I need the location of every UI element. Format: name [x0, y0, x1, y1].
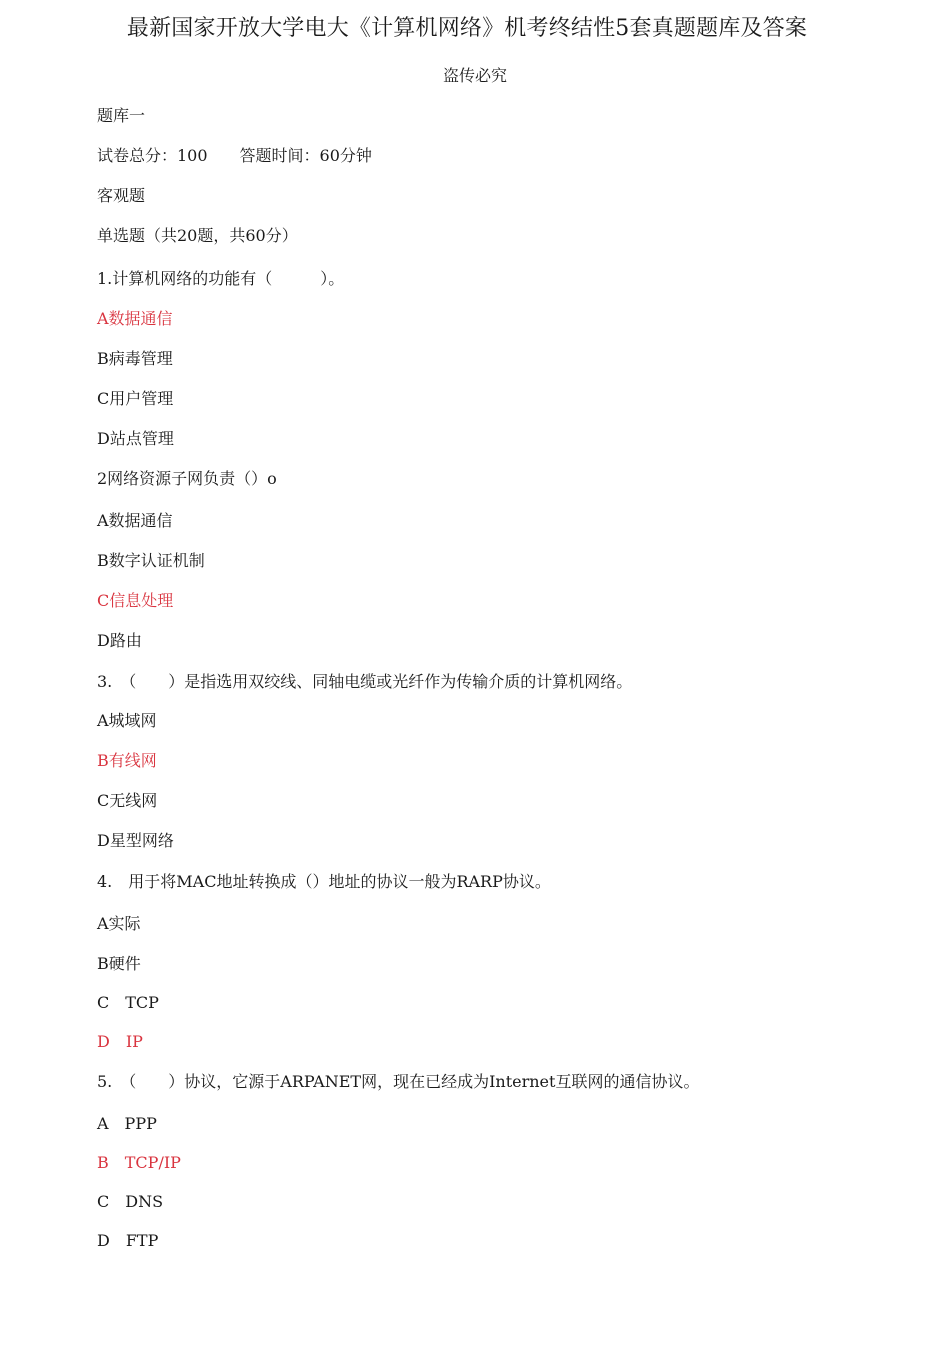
question-5-option-c: C DNS	[97, 1192, 164, 1211]
document-subtitle: 盗传必究	[442, 66, 507, 85]
question-2-option-b: B数字认证机制	[97, 551, 205, 570]
question-1-option-d: D站点管理	[97, 429, 174, 448]
bank-label: 题库一	[97, 106, 146, 125]
question-2-option-a: A数据通信	[97, 511, 173, 530]
question-1-option-c: C用户管理	[97, 389, 174, 408]
question-2-option-c: C信息处理	[97, 591, 174, 610]
question-5-option-b: B TCP/IP	[97, 1153, 181, 1172]
question-2-option-d: D路由	[97, 631, 142, 650]
question-4-option-b: B硬件	[97, 954, 141, 973]
question-3-option-c: C无线网	[97, 791, 158, 810]
question-2-stem: 2网络资源子网负责（）o	[97, 469, 277, 488]
question-5-stem: 5. （ ）协议，它源于ARPANET网，现在已经成为Internet互联网的通信协议。	[97, 1072, 700, 1091]
question-5-option-d: D FTP	[97, 1231, 159, 1250]
exam-info: 试卷总分：100 答题时间：60分钟	[97, 146, 372, 165]
question-4-option-d: D IP	[97, 1032, 143, 1051]
question-1-option-b: B病毒管理	[97, 349, 173, 368]
document-title: 最新国家开放大学电大《计算机网络》机考终结性5套真题题库及答案	[126, 16, 808, 41]
question-1-option-a: A数据通信	[97, 309, 173, 328]
question-1-stem: 1.计算机网络的功能有（ ）。	[97, 269, 345, 288]
subsection-label: 单选题（共20题，共60分）	[97, 226, 298, 245]
question-3-option-b: B有线网	[97, 751, 157, 770]
question-4-stem: 4. 用于将MAC地址转换成（）地址的协议一般为RARP协议。	[97, 872, 551, 891]
question-3-option-d: D星型网络	[97, 831, 174, 850]
question-5-option-a: A PPP	[97, 1114, 157, 1133]
section-label: 客观题	[97, 186, 146, 205]
question-3-stem: 3. （ ）是指选用双绞线、同轴电缆或光纤作为传输介质的计算机网络。	[97, 672, 633, 691]
question-4-option-a: A实际	[97, 914, 141, 933]
question-4-option-c: C TCP	[97, 993, 159, 1012]
question-3-option-a: A城域网	[97, 711, 157, 730]
